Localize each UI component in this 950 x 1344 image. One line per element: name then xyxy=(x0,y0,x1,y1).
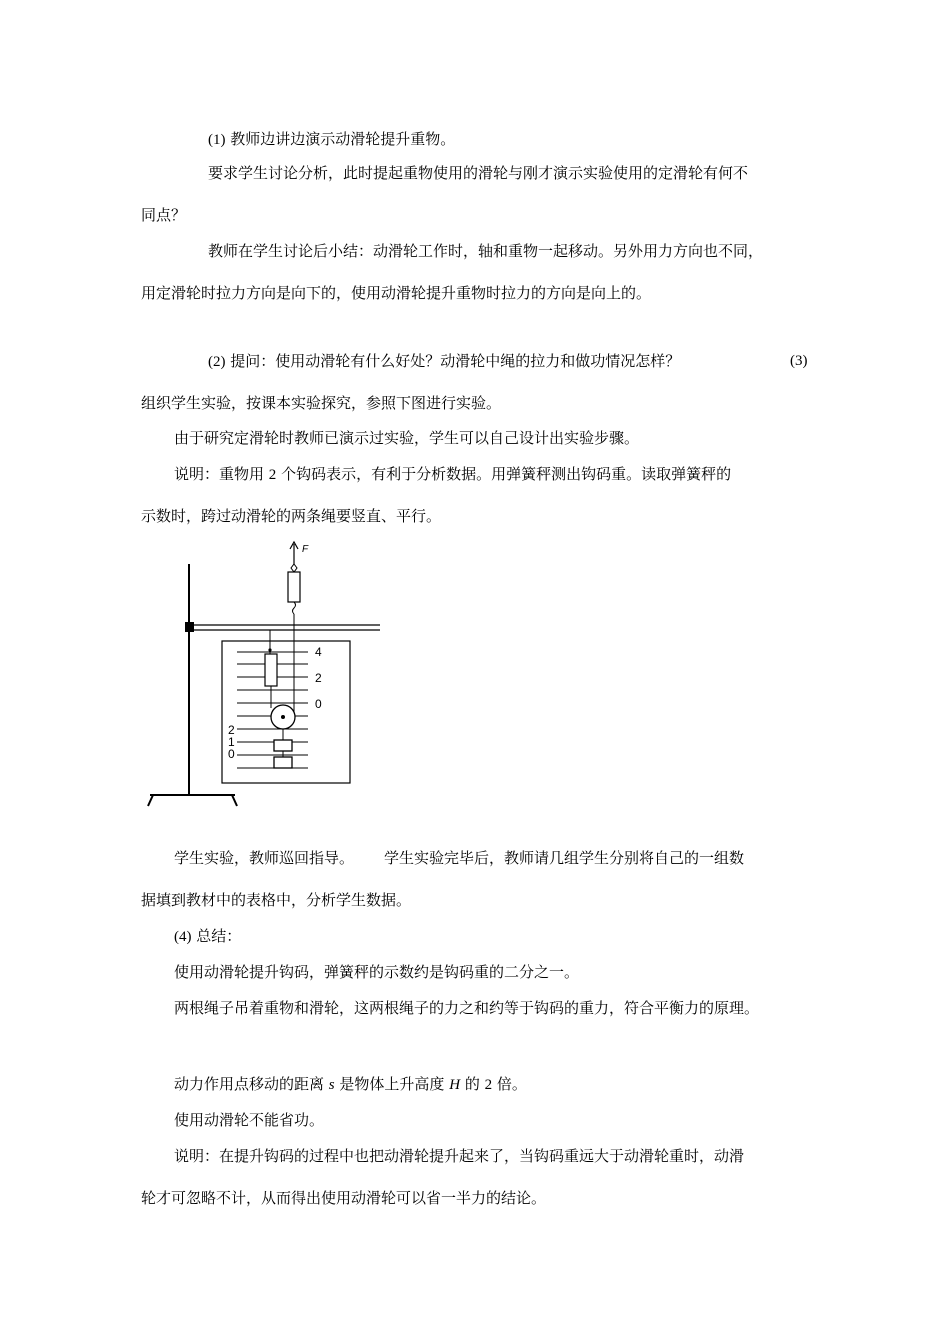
paragraph-13-line-1: 说明：在提升钩码的过程中也把动滑轮提升起来了，当钩码重远大于动滑轮重时，动滑 xyxy=(174,1147,745,1165)
paragraph-8 xyxy=(174,926,241,947)
paragraph-3-line-2: 用定滑轮时拉力方向是向下的，使用动滑轮提升重物时拉力的方向是向上的。 xyxy=(141,284,652,302)
text-segment: 是物体上升高度 xyxy=(339,1075,445,1093)
number: 2 xyxy=(484,1077,493,1093)
paragraph-7-line-1 xyxy=(174,848,744,868)
spring-scale xyxy=(288,572,300,602)
paragraph-12: 使用动滑轮不能省功。 xyxy=(174,1111,325,1129)
scale-left-1: 1 xyxy=(228,735,235,749)
hooked-weight-1 xyxy=(274,740,292,751)
paragraph-6-line-2: 示数时，跨过动滑轮的两条绳要竖直、平行。 xyxy=(141,507,442,525)
rope-knot xyxy=(268,648,271,651)
paragraph-10: 两根绳子吊着重物和滑轮，这两根绳子的力之和约等于钩码的重力，符合平衡力的原理。 xyxy=(174,999,760,1017)
paragraph-5: 由于研究定滑轮时教师已演示过实验，学生可以自己设计出实验步骤。 xyxy=(174,429,640,447)
text-segment: 学生实验，教师巡回指导。 xyxy=(174,849,355,867)
scale-right-2: 2 xyxy=(315,671,322,685)
paragraph-2-line-2: 同点？ xyxy=(141,206,187,224)
paragraph-2-line-1: 要求学生讨论分析，此时提起重物使用的滑轮与刚才演示实验使用的定滑轮有何不 xyxy=(208,164,749,182)
paragraph-text: 总结： xyxy=(196,927,242,945)
text-segment: 动力作用点移动的距离 xyxy=(174,1075,325,1093)
paragraph-6-line-1 xyxy=(174,464,731,485)
scale-left-0: 0 xyxy=(228,747,235,761)
item-number: (4) xyxy=(174,929,192,945)
clamp xyxy=(185,622,194,632)
paragraph-4-line-1 xyxy=(208,351,680,372)
symbol-h: H xyxy=(449,1077,461,1093)
scale-hook xyxy=(293,602,296,614)
scale-left-2: 2 xyxy=(228,723,235,737)
paragraph-9: 使用动滑轮提升钩码，弹簧秤的示数约是钩码重的二分之一。 xyxy=(174,963,580,981)
pulley-diagram xyxy=(140,538,390,813)
number: 2 xyxy=(268,467,277,483)
pulley-axle xyxy=(281,715,285,719)
paragraph-1 xyxy=(208,129,455,150)
force-label: F xyxy=(302,544,309,555)
paragraph-text: 教师边讲边演示动滑轮提升重物。 xyxy=(230,130,456,148)
stand-foot-left xyxy=(148,795,153,806)
paragraph-7-line-2: 据填到教材中的表格中，分析学生数据。 xyxy=(141,891,412,909)
paragraph-3-line-1: 教师在学生讨论后小结：动滑轮工作时，轴和重物一起移动。另外用力方向也不同， xyxy=(208,242,764,260)
scale-right-0: 0 xyxy=(315,697,322,711)
symbol-s: s xyxy=(328,1077,335,1093)
item-number-3: (3) xyxy=(790,353,808,369)
hooked-weight-2 xyxy=(274,757,292,768)
text-segment: 倍。 xyxy=(496,1075,527,1093)
text-segment: 学生实验完毕后，教师请几组学生分别将自己的一组数 xyxy=(384,849,745,867)
paragraph-4-line-2: 组织学生实验，按课本实验探究，参照下图进行实验。 xyxy=(141,394,502,412)
paragraph-13-line-2: 轮才可忽略不计，从而得出使用动滑轮可以省一半力的结论。 xyxy=(141,1189,547,1207)
stand-foot-right xyxy=(232,795,237,806)
paragraph-11 xyxy=(174,1074,527,1095)
item-number: (1) xyxy=(208,132,226,148)
left-rope-weight xyxy=(265,654,277,686)
scale-ring xyxy=(291,564,297,572)
item-number: (2) xyxy=(208,354,226,370)
scale-right-4: 4 xyxy=(315,645,322,659)
text-segment: 的 xyxy=(464,1075,480,1093)
text-segment: 说明：重物用 xyxy=(174,465,265,483)
paragraph-text: 提问：使用动滑轮有什么好处？动滑轮中绳的拉力和做功情况怎样？ xyxy=(230,352,681,370)
text-segment: 个钩码表示，有利于分析数据。用弹簧秤测出钩码重。读取弹簧秤的 xyxy=(281,465,732,483)
